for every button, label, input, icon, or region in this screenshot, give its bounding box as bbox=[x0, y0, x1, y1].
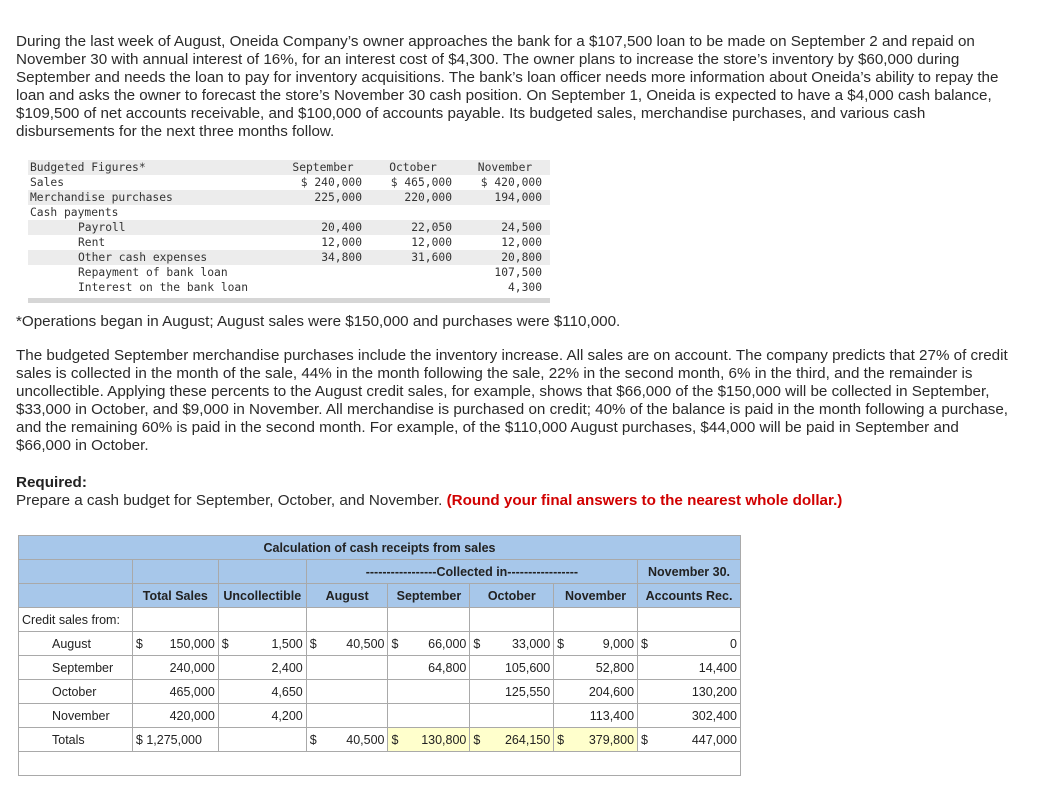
budget-row-label: Other cash expenses bbox=[78, 251, 208, 264]
budget-value: 12,000 bbox=[411, 236, 452, 249]
totals-label: Totals bbox=[19, 728, 133, 752]
accounts-rec-total: $ 447,000 bbox=[638, 728, 741, 752]
budget-row bbox=[28, 220, 550, 235]
header-november: November bbox=[554, 584, 638, 608]
budget-row-label: Cash payments bbox=[30, 206, 119, 219]
table-divider bbox=[28, 298, 550, 303]
budget-row-label: Payroll bbox=[78, 221, 126, 234]
budget-row bbox=[28, 235, 550, 250]
problem-intro: During the last week of August, Oneida Company’s owner approaches the bank for a $107,500 loan to be made on September 2 and repaid on November 30 with annual interest of 16%, for an interest cost of $4,300. The owner plans to increase the store’s inventory by $60,000 during September and needs the loan to pay for inventory acquisitions. The bank’s loan officer needs more information about Oneida’s ability to repay the loan and asks the owner to forecast the store’s November 30 cash position. On September 1, Oneida is expected to have a $4,000 cash balance, $109,500 of net accounts receivable, and $100,000 of accounts payable. Its budgeted sales, merchandise purchases, and various cash disbursements for the next three months follow. bbox=[16, 33, 999, 140]
column-header-row bbox=[19, 584, 741, 608]
budget-value: $ 465,000 bbox=[390, 176, 452, 189]
october-cell[interactable] bbox=[470, 704, 554, 728]
uncollectible-cell[interactable]: 4,200 bbox=[218, 704, 306, 728]
budget-value: $ 420,000 bbox=[480, 176, 542, 189]
budget-value: 12,000 bbox=[501, 236, 542, 249]
budget-value: 225,000 bbox=[314, 191, 362, 204]
totals-row bbox=[19, 728, 741, 752]
budget-value: 107,500 bbox=[494, 266, 542, 279]
budget-row bbox=[28, 250, 550, 265]
required-instruction: Prepare a cash budget for September, October, and November. bbox=[16, 492, 447, 509]
september-cell[interactable]: $ 66,000 bbox=[388, 632, 470, 656]
september-cell[interactable]: 64,800 bbox=[388, 656, 470, 680]
empty-row bbox=[19, 752, 741, 776]
budget-value: 20,800 bbox=[501, 251, 542, 264]
november-cell[interactable]: 52,800 bbox=[554, 656, 638, 680]
august-cell[interactable] bbox=[306, 656, 388, 680]
table-title: Calculation of cash receipts from sales bbox=[19, 536, 741, 560]
november-cell[interactable]: 113,400 bbox=[554, 704, 638, 728]
table-title-row bbox=[19, 536, 741, 560]
accounts-rec-cell: 302,400 bbox=[638, 704, 741, 728]
september-cell[interactable] bbox=[388, 704, 470, 728]
budget-row-label: Sales bbox=[30, 176, 65, 189]
required-text bbox=[16, 492, 842, 509]
cash-receipts-table bbox=[18, 535, 741, 776]
october-cell[interactable]: $ 33,000 bbox=[470, 632, 554, 656]
budget-row bbox=[28, 175, 550, 190]
budget-value: 4,300 bbox=[507, 281, 542, 294]
budget-value: 34,800 bbox=[321, 251, 362, 264]
budget-value: 194,000 bbox=[494, 191, 542, 204]
total-sales-cell[interactable]: 420,000 bbox=[132, 704, 218, 728]
budget-value: 220,000 bbox=[404, 191, 452, 204]
budget-value: 31,600 bbox=[411, 251, 452, 264]
table-row bbox=[19, 656, 741, 680]
budget-row-label: Interest on the bank loan bbox=[78, 281, 249, 294]
october-cell[interactable]: 105,600 bbox=[470, 656, 554, 680]
table-row bbox=[19, 632, 741, 656]
budget-row-label: Rent bbox=[78, 236, 106, 249]
rounding-instruction: (Round your final answers to the nearest whole dollar.) bbox=[446, 492, 843, 509]
row-label: November bbox=[19, 704, 133, 728]
october-total[interactable]: $ 264,150 bbox=[470, 728, 554, 752]
budget-value: $ 240,000 bbox=[300, 176, 362, 189]
total-sales-cell[interactable]: $ 150,000 bbox=[132, 632, 218, 656]
header-september: September bbox=[388, 584, 470, 608]
budget-row bbox=[28, 265, 550, 280]
budget-value: 22,050 bbox=[411, 221, 452, 234]
header-august: August bbox=[306, 584, 388, 608]
budget-value: 12,000 bbox=[321, 236, 362, 249]
august-cell[interactable] bbox=[306, 680, 388, 704]
august-cell[interactable]: $ 40,500 bbox=[306, 632, 388, 656]
collected-in-label: -----------------Collected in----------------- bbox=[306, 560, 637, 584]
header-uncollectible: Uncollectible bbox=[218, 584, 306, 608]
table-row bbox=[19, 704, 741, 728]
uncollectible-cell[interactable]: $ 1,500 bbox=[218, 632, 306, 656]
budget-header-label: Budgeted Figures* bbox=[30, 161, 146, 174]
september-cell[interactable] bbox=[388, 680, 470, 704]
budget-row bbox=[28, 280, 550, 295]
november-cell[interactable]: $ 9,000 bbox=[554, 632, 638, 656]
budgeted-figures-table bbox=[28, 160, 550, 295]
total-sales-total[interactable]: $ 1,275,000 bbox=[132, 728, 218, 752]
header-total-sales: Total Sales bbox=[132, 584, 218, 608]
budget-value: 20,400 bbox=[321, 221, 362, 234]
uncollectible-cell[interactable]: 4,650 bbox=[218, 680, 306, 704]
november-cell[interactable]: 204,600 bbox=[554, 680, 638, 704]
august-total[interactable]: $ 40,500 bbox=[306, 728, 388, 752]
october-cell[interactable]: 125,550 bbox=[470, 680, 554, 704]
total-sales-cell[interactable]: 240,000 bbox=[132, 656, 218, 680]
budget-row bbox=[28, 205, 550, 220]
collected-in-row bbox=[19, 560, 741, 584]
budget-header-september: September bbox=[292, 161, 354, 174]
row-label: September bbox=[19, 656, 133, 680]
accounts-rec-cell: 14,400 bbox=[638, 656, 741, 680]
operations-note: *Operations began in August; August sales were $150,000 and purchases were $110,000. bbox=[16, 313, 621, 330]
row-label: October bbox=[19, 680, 133, 704]
uncollectible-cell[interactable]: 2,400 bbox=[218, 656, 306, 680]
header-october: October bbox=[470, 584, 554, 608]
september-total[interactable]: $ 130,800 bbox=[388, 728, 470, 752]
total-sales-cell[interactable]: 465,000 bbox=[132, 680, 218, 704]
budget-header-row bbox=[28, 160, 550, 175]
credit-sales-label: Credit sales from: bbox=[19, 608, 133, 632]
required-heading: Required: bbox=[16, 474, 87, 491]
november-30-label: November 30. bbox=[638, 560, 741, 584]
august-cell[interactable] bbox=[306, 704, 388, 728]
header-accounts-rec: Accounts Rec. bbox=[638, 584, 741, 608]
budget-row bbox=[28, 190, 550, 205]
credit-sales-label-row bbox=[19, 608, 741, 632]
accounts-rec-cell: 130,200 bbox=[638, 680, 741, 704]
budget-row-label: Repayment of bank loan bbox=[78, 266, 228, 279]
table-row bbox=[19, 680, 741, 704]
row-label: August bbox=[19, 632, 133, 656]
budget-row-label: Merchandise purchases bbox=[30, 191, 173, 204]
budget-header-november: November bbox=[477, 161, 533, 174]
budget-value: 24,500 bbox=[501, 221, 542, 234]
budget-header-october: October bbox=[389, 161, 437, 174]
november-total[interactable]: $ 379,800 bbox=[554, 728, 638, 752]
accounts-rec-cell: $ 0 bbox=[638, 632, 741, 656]
problem-details: The budgeted September merchandise purchases include the inventory increase. All sales are on account. The company predicts that 27% of credit sales is collected in the month of the sale, 44% in the month following the sale, 22% in the second month, 6% in the third, and the remainder is uncollectible. Applying these percents to the August credit sales, for example, shows that $66,000 of the $150,000 will be collected in September, $33,000 in October, and $9,000 in November. All merchandise is purchased on credit; 40% of the balance is paid in the month following a purchase, and the remaining 60% is paid in the second month. For example, of the $110,000 August purchases, $44,000 will be paid in September and $66,000 in October. bbox=[16, 347, 1009, 454]
